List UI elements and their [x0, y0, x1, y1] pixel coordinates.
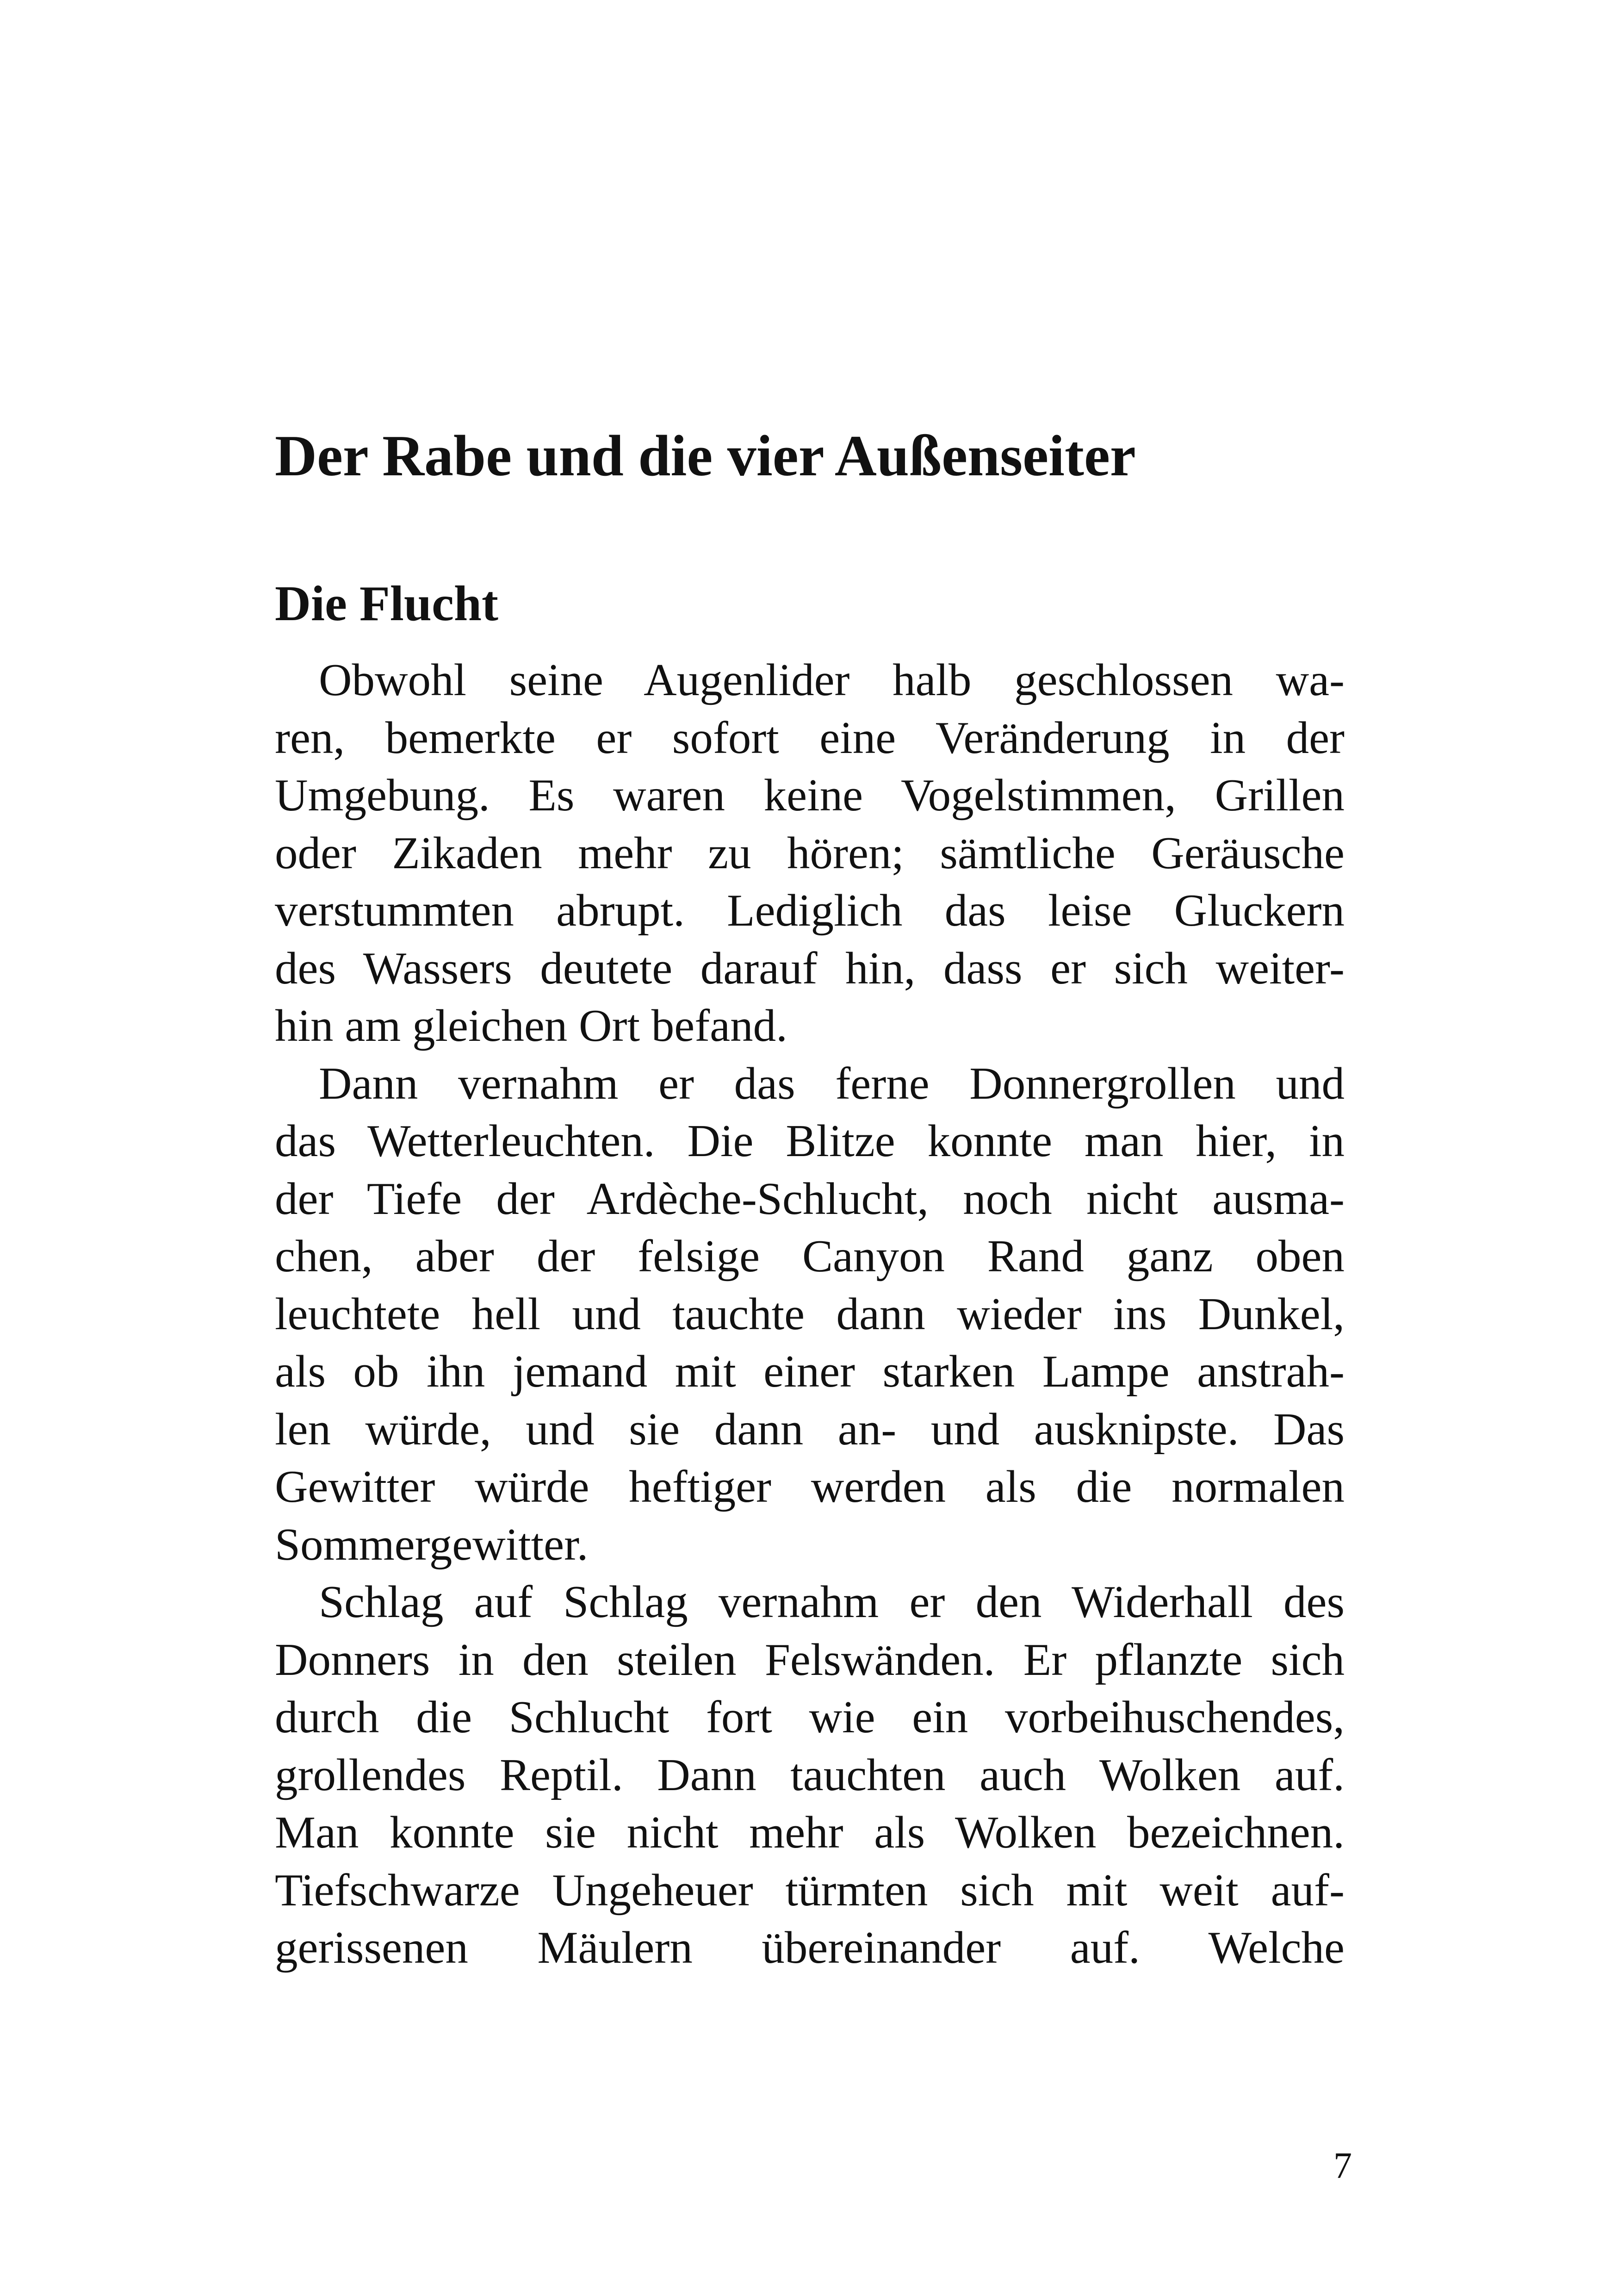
text-line: gerissenen Mäulern übereinander auf. Welche — [275, 1923, 1345, 1973]
text-line: durch die Schlucht fort wie ein vorbeihuschendes, — [275, 1692, 1345, 1742]
page-number: 7 — [1333, 2146, 1352, 2186]
paragraph-1 — [275, 652, 1345, 1055]
text-line: Obwohl seine Augenlider halb geschlossen wa- — [319, 655, 1345, 705]
text-line: Donners in den steilen Felswänden. Er pflanzte sich — [275, 1634, 1345, 1685]
text-line: Man konnte sie nicht mehr als Wolken bezeichnen. — [275, 1807, 1345, 1858]
text-line: das Wetterleuchten. Die Blitze konnte man hier, in — [275, 1116, 1345, 1166]
text-line: Gewitter würde heftiger werden als die normalen — [275, 1462, 1345, 1512]
text-line: Dann vernahm er das ferne Donnergrollen und — [319, 1058, 1345, 1109]
text-line: ren, bemerkte er sofort eine Veränderung in der — [275, 712, 1345, 763]
section-title: Die Flucht — [275, 576, 498, 631]
text-line: Tiefschwarze Ungeheuer türmten sich mit weit auf- — [275, 1865, 1345, 1916]
text-line: verstummten abrupt. Lediglich das leise Gluckern — [275, 885, 1345, 936]
text-line: chen, aber der felsige Canyon Rand ganz oben — [275, 1231, 1345, 1282]
text-line: als ob ihn jemand mit einer starken Lampe anstrah- — [275, 1346, 1345, 1397]
chapter-title: Der Rabe und die vier Außenseiter — [275, 424, 1136, 488]
text-line: oder Zikaden mehr zu hören; sämtliche Geräusche — [275, 828, 1345, 878]
text-line: Sommergewitter. — [275, 1519, 589, 1570]
text-line: len würde, und sie dann an- und ausknipste. Das — [275, 1404, 1345, 1455]
text-line: Schlag auf Schlag vernahm er den Widerhall des — [319, 1577, 1345, 1627]
text-line: grollendes Reptil. Dann tauchten auch Wolken auf. — [275, 1749, 1345, 1800]
text-line: leuchtete hell und tauchte dann wieder ins Dunkel, — [275, 1288, 1345, 1339]
body-text — [275, 652, 1345, 1977]
text-line: hin am gleichen Ort befand. — [275, 1001, 787, 1051]
paragraph-3 — [275, 1574, 1345, 1977]
text-line: der Tiefe der Ardèche-Schlucht, noch nicht ausma- — [275, 1173, 1345, 1224]
text-line: Umgebung. Es waren keine Vogelstimmen, Grillen — [275, 770, 1345, 821]
text-line: des Wassers deutete darauf hin, dass er sich weiter- — [275, 943, 1345, 994]
paragraph-2 — [275, 1055, 1345, 1574]
